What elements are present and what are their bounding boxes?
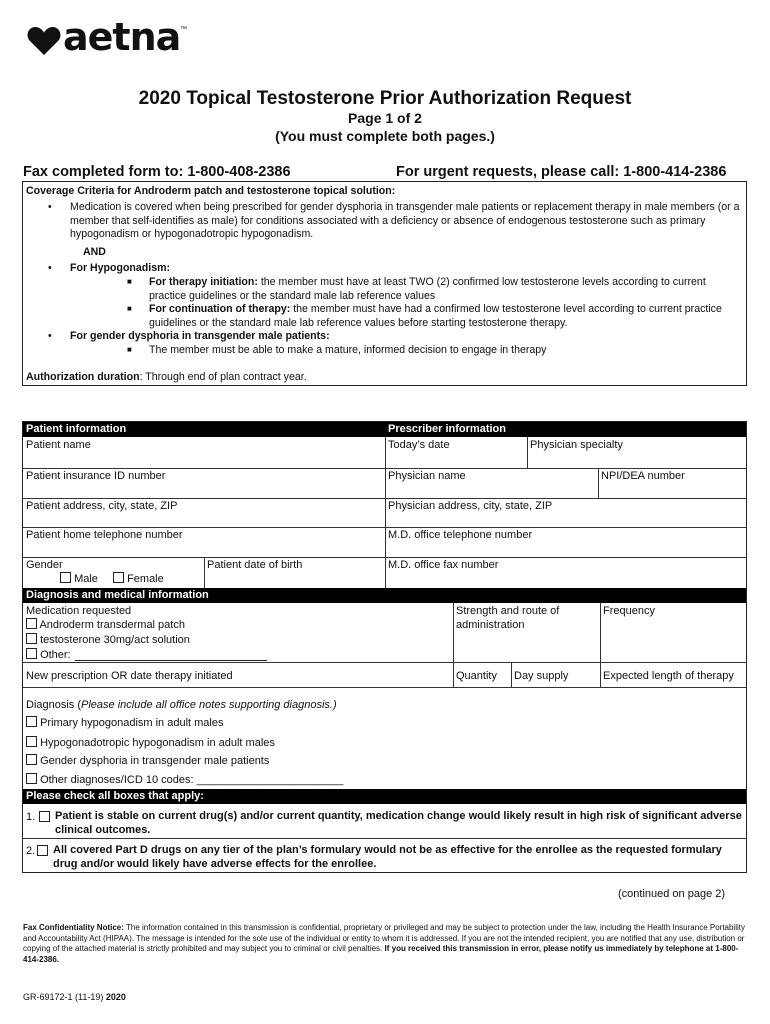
diagnosis-header: Diagnosis and medical information xyxy=(23,588,746,603)
criteria-bullet-2: For Hypogonadism: xyxy=(70,262,171,274)
physician-specialty-field[interactable]: Physician specialty xyxy=(530,439,623,451)
primary-hypogonadism-checkbox[interactable] xyxy=(26,716,37,727)
square-bullet-icon: ■ xyxy=(127,345,132,354)
quantity-field[interactable]: Quantity xyxy=(456,670,497,682)
form-title: 2020 Topical Testosterone Prior Authorization Request xyxy=(138,88,632,109)
patient-name-field[interactable]: Patient name xyxy=(26,439,91,451)
fax-number: Fax completed form to: 1-800-408-2386 xyxy=(23,164,291,180)
other-diagnoses-checkbox[interactable] xyxy=(26,773,37,784)
other-med-line[interactable] xyxy=(75,660,267,661)
physician-name-field[interactable]: Physician name xyxy=(388,470,466,482)
criteria-bullet-3: For gender dysphoria in transgender male patients: xyxy=(70,330,330,342)
female-checkbox[interactable] xyxy=(113,572,124,583)
patient-address-field[interactable]: Patient address, city, state, ZIP xyxy=(26,500,178,512)
logo-wordmark: aetna xyxy=(63,15,181,59)
bullet-icon: • xyxy=(48,330,52,342)
page-indicator: Page 1 of 2 xyxy=(348,110,422,126)
npi-dea-field[interactable]: NPI/DEA number xyxy=(601,470,685,482)
diag-option-hypogonadotropic[interactable]: Hypogonadotropic hypogonadism in adult males xyxy=(26,736,275,750)
criteria-heading: Coverage Criteria for Androderm patch and testosterone topical solution: xyxy=(26,185,396,197)
criteria-sub-2: For continuation of therapy: the member must have had a confirmed low testosterone level according to current practice guidelines or the standard male lab reference values before starting testosterone therapy. xyxy=(149,303,722,329)
strength-route-field[interactable]: Strength and route of administration xyxy=(456,605,560,631)
confidentiality-notice: Fax Confidentiality Notice: The information contained in this transmission is confidential, proprietary or privileged and may be subject to protection under the law, including the Health Insurance Portability and Accountability Act (HIPAA). The message is intended for the sole use of the individual or entity to whom it is addressed. If you are not the intended recipient, you are notified that any use, distribution or copying of the attached material is strictly prohibited and may subject you to criminal or civil penalties. If you received this transmission in error, please notify us immediately by telephone at 1-800-414-2386. xyxy=(23,923,745,964)
dob-field[interactable]: Patient date of birth xyxy=(207,559,303,571)
gender-label: Gender xyxy=(26,559,63,571)
medication-requested-label: Medication requested xyxy=(26,605,132,617)
prescriber-info-header: Prescriber information xyxy=(388,423,506,435)
square-bullet-icon: ■ xyxy=(127,304,132,313)
question-1-text: Patient is stable on current drug(s) and/or current quantity, medication change would likely result in high risk of significant adverse clinical outcomes. xyxy=(55,810,742,836)
urgent-phone: For urgent requests, please call: 1-800-414-2386 xyxy=(396,164,727,180)
male-checkbox[interactable] xyxy=(60,572,71,583)
completion-note: (You must complete both pages.) xyxy=(275,128,495,144)
med-option-other[interactable]: Other: xyxy=(26,648,71,662)
criteria-sub-3: The member must be able to make a mature, informed decision to engage in therapy xyxy=(149,344,547,356)
frequency-field[interactable]: Frequency xyxy=(603,605,655,617)
question-2-checkbox[interactable] xyxy=(37,845,48,856)
authorization-duration: Authorization duration: Through end of plan contract year. xyxy=(26,371,307,383)
diag-option-other[interactable]: Other diagnoses/ICD 10 codes: ________________________ xyxy=(26,773,343,787)
patient-info-header: Patient information xyxy=(26,423,127,435)
med-option-androderm[interactable]: Androderm transdermal patch xyxy=(26,618,185,632)
form-code: GR-69172-1 (11-19) 2020 xyxy=(23,992,126,1002)
authorization-form xyxy=(22,421,747,873)
question-2-text: All covered Part D drugs on any tier of the plan’s formulary would not be as effective for the enrollee as the requested formulary drug and/or would likely have adverse effects for the enrollee. xyxy=(53,844,722,870)
continued-note: (continued on page 2) xyxy=(618,888,726,900)
med-option-testosterone[interactable]: testosterone 30mg/act solution xyxy=(26,633,190,647)
todays-date-field[interactable]: Today’s date xyxy=(388,439,450,451)
new-prescription-field[interactable]: New prescription OR date therapy initiated xyxy=(26,670,233,682)
heart-icon xyxy=(27,26,61,56)
diag-option-gender-dysphoria[interactable]: Gender dysphoria in transgender male patients xyxy=(26,754,269,768)
gender-male-option[interactable]: Male xyxy=(60,572,98,586)
bullet-icon: • xyxy=(48,201,52,213)
testosterone-checkbox[interactable] xyxy=(26,633,37,644)
trademark-symbol: ™ xyxy=(180,26,187,33)
expected-length-field[interactable]: Expected length of therapy xyxy=(603,670,734,682)
square-bullet-icon: ■ xyxy=(127,277,132,286)
criteria-and: AND xyxy=(83,246,106,258)
hypogonadotropic-checkbox[interactable] xyxy=(26,736,37,747)
criteria-bullet-1: Medication is covered when being prescribed for gender dysphoria in transgender male patients or replacement therapy in male members (or a member that self-identifies as male) for conditions associated with a deficiency or absence of endogenous testosterone such as primary hypogonadism or hypogonadotropic hypogonadism. xyxy=(70,201,740,240)
home-phone-field[interactable]: Patient home telephone number xyxy=(26,529,183,541)
question-1-number: 1. xyxy=(26,811,36,823)
bullet-icon: • xyxy=(48,262,52,274)
aetna-logo xyxy=(27,15,192,59)
diagnosis-label: Diagnosis (Please include all office notes supporting diagnosis.) xyxy=(26,699,337,711)
coverage-criteria-box xyxy=(22,181,747,386)
other-med-checkbox[interactable] xyxy=(26,648,37,659)
insurance-id-field[interactable]: Patient insurance ID number xyxy=(26,470,166,482)
info-header-bar xyxy=(23,422,746,437)
gender-dysphoria-checkbox[interactable] xyxy=(26,754,37,765)
question-2-number: 2. xyxy=(26,845,36,857)
gender-female-option[interactable]: Female xyxy=(113,572,164,586)
office-phone-field[interactable]: M.D. office telephone number xyxy=(388,529,533,541)
criteria-sub-1: For therapy initiation: the member must have at least TWO (2) confirmed low testosterone levels according to current practice guidelines or the standard male lab reference values xyxy=(149,276,706,302)
day-supply-field[interactable]: Day supply xyxy=(514,670,569,682)
check-boxes-header: Please check all boxes that apply: xyxy=(23,789,746,804)
office-fax-field[interactable]: M.D. office fax number xyxy=(388,559,499,571)
physician-address-field[interactable]: Physician address, city, state, ZIP xyxy=(388,500,553,512)
diag-option-primary[interactable]: Primary hypogonadism in adult males xyxy=(26,716,223,730)
androderm-checkbox[interactable] xyxy=(26,618,37,629)
question-1-checkbox[interactable] xyxy=(39,811,50,822)
